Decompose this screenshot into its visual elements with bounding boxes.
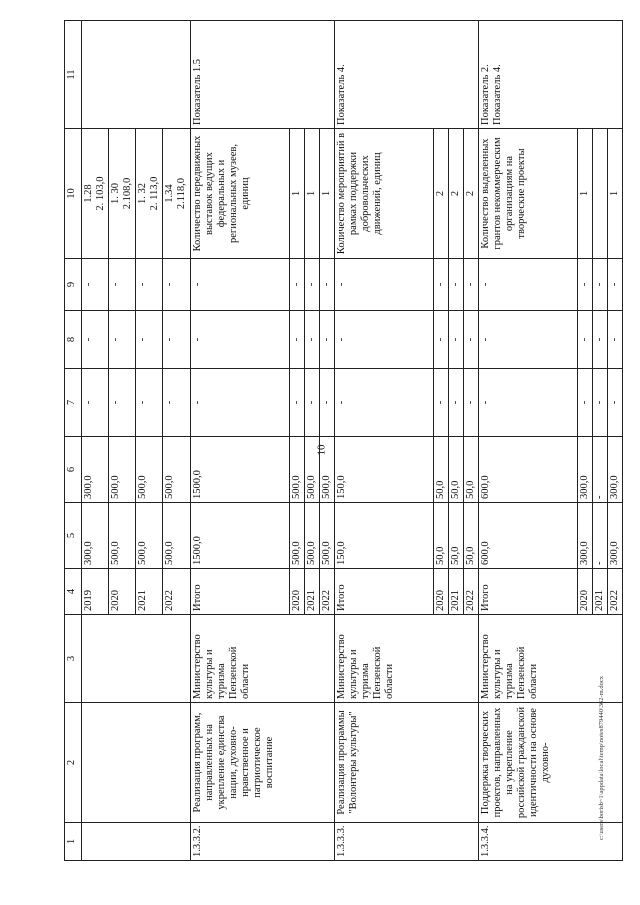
col-header: 5 (65, 503, 82, 569)
value-cell: 300,0 (608, 437, 623, 503)
value-cell: - (433, 259, 448, 311)
note-cell: Показатель 2. Показатель 4. (478, 21, 622, 129)
col-header: 4 (65, 569, 82, 615)
value-cell: 500,0 (289, 503, 304, 569)
value-cell: - (136, 259, 163, 311)
total-label: Итого (478, 569, 577, 615)
value-cell: 500,0 (319, 503, 334, 569)
indicator-value-2: 2.118,0 (176, 177, 188, 210)
col-header: 11 (65, 21, 82, 129)
indicator-value-cell: 1 (577, 129, 592, 259)
indicator-value-cell: 1 (304, 129, 319, 259)
value-cell: - (577, 369, 592, 437)
value-cell: - (592, 369, 607, 437)
value-cell: - (592, 437, 607, 503)
block-total-row (478, 21, 577, 861)
item-name: Поддержка творческих проектов, направленных на укрепление российской гражданской идентичности на основе духовно- (478, 703, 622, 823)
value-cell: - (163, 259, 190, 311)
col-header: 8 (65, 311, 82, 369)
total-value: - (190, 259, 289, 311)
value-cell: - (304, 259, 319, 311)
table-row (82, 21, 109, 861)
indicator-value-2: 2. 103,0 (95, 176, 107, 211)
value-cell: - (109, 311, 136, 369)
total-label: Итого (334, 569, 433, 615)
value-cell: - (448, 311, 463, 369)
value-cell: 50,0 (433, 437, 448, 503)
value-cell: 500,0 (163, 503, 190, 569)
value-cell: - (109, 259, 136, 311)
num-cell (82, 823, 191, 861)
value-cell: 300,0 (82, 503, 109, 569)
value-cell: - (463, 259, 478, 311)
col-header: 2 (65, 703, 82, 823)
item-executor: Министерство культуры и туризма Пензенской области (334, 615, 478, 703)
total-value: - (478, 311, 577, 369)
value-cell: 500,0 (304, 437, 319, 503)
indicator-value-cell: 1 (289, 129, 304, 259)
col-header: 3 (65, 615, 82, 703)
footer-file-path: c:\users\borisb~1\appdata\local\temp\notes879440\362-m.docx (598, 676, 605, 840)
value-cell: - (577, 259, 592, 311)
indicator-value-cell (109, 129, 136, 259)
item-number: 1.3.3.2. (190, 823, 334, 861)
value-cell: - (592, 503, 607, 569)
indicator-value-cell: 2 (448, 129, 463, 259)
total-label: Итого (190, 569, 289, 615)
year-cell: 2020 (433, 569, 448, 615)
value-cell: 500,0 (304, 503, 319, 569)
value-cell: 50,0 (448, 437, 463, 503)
year-cell: 2020 (577, 569, 592, 615)
total-value: - (478, 259, 577, 311)
total-value: 1500,0 (190, 437, 289, 503)
indicator-value-cell: 1 (319, 129, 334, 259)
indicator-name: Количество мероприятий в рамках поддержки добровольческих движений, единиц (334, 129, 433, 259)
note-cell: Показатель 4. (334, 21, 478, 129)
value-cell: - (304, 369, 319, 437)
value-cell: - (136, 311, 163, 369)
value-cell: - (319, 369, 334, 437)
value-cell: - (289, 311, 304, 369)
value-cell: - (304, 311, 319, 369)
indicator-value-cell: 2 (463, 129, 478, 259)
value-cell: - (608, 311, 623, 369)
value-cell: - (163, 369, 190, 437)
total-value: - (334, 369, 433, 437)
total-value: - (334, 311, 433, 369)
note-cell (82, 21, 191, 129)
value-cell: - (82, 369, 109, 437)
col-header: 6 (65, 437, 82, 503)
value-cell: - (433, 369, 448, 437)
year-cell: 2021 (136, 569, 163, 615)
year-cell: 2021 (592, 569, 607, 615)
value-cell: 300,0 (577, 437, 592, 503)
block-total-row (334, 21, 433, 861)
year-cell: 2020 (109, 569, 136, 615)
header-row (65, 21, 82, 861)
total-value: 600,0 (478, 503, 577, 569)
value-cell: 300,0 (608, 503, 623, 569)
year-cell: 2021 (448, 569, 463, 615)
value-cell: - (608, 369, 623, 437)
value-cell: - (289, 259, 304, 311)
total-value: 150,0 (334, 503, 433, 569)
item-executor: Министерство культуры и туризма Пензенской области (190, 615, 334, 703)
indicator-value-1: 1. 30 (110, 183, 122, 204)
indicator-value-1: 1.34 (164, 184, 176, 203)
indicator-value-cell: 1 (608, 129, 623, 259)
value-cell: 50,0 (448, 503, 463, 569)
value-cell: 500,0 (109, 437, 136, 503)
value-cell: - (592, 259, 607, 311)
value-cell: 50,0 (463, 437, 478, 503)
indicator-value-cell (136, 129, 163, 259)
value-cell: 50,0 (463, 503, 478, 569)
year-cell: 2022 (608, 569, 623, 615)
item-name: Реализация программ, направленных на укрепление единства нации, духовно-нравственное и патриотическое воспитание (190, 703, 334, 823)
year-cell: 2019 (82, 569, 109, 615)
total-value: - (334, 259, 433, 311)
total-value: 1500,0 (190, 503, 289, 569)
indicator-value-cell: 2 (433, 129, 448, 259)
item-name: Реализация программы "Волонтеры культуры" (334, 703, 478, 823)
item-number: 1.3.3.4. (478, 823, 622, 861)
col-header: 7 (65, 369, 82, 437)
value-cell: 500,0 (289, 437, 304, 503)
value-cell: - (82, 259, 109, 311)
value-cell: - (577, 311, 592, 369)
col-header: 1 (65, 823, 82, 861)
indicator-name: Количество передвижных выставок ведущих федеральных и региональных музеев, единиц (190, 129, 289, 259)
value-cell: 300,0 (82, 437, 109, 503)
value-cell: 500,0 (136, 503, 163, 569)
total-value: 150,0 (334, 437, 433, 503)
value-cell: - (82, 311, 109, 369)
value-cell: - (448, 259, 463, 311)
year-cell: 2022 (463, 569, 478, 615)
value-cell: - (319, 311, 334, 369)
value-cell: - (463, 369, 478, 437)
value-cell: 500,0 (109, 503, 136, 569)
value-cell: - (289, 369, 304, 437)
table-body (65, 21, 623, 861)
executor-cell (82, 615, 191, 703)
indicator-value-2: 2.108,0 (122, 177, 134, 210)
indicator-value-cell (163, 129, 190, 259)
indicator-name: Количество выделенных грантов некоммерческим организациям на творческие проекты (478, 129, 577, 259)
indicator-value-cell (82, 129, 109, 259)
col-header: 10 (65, 129, 82, 259)
indicator-value-2: 2. 113,0 (149, 176, 161, 211)
note-cell: Показатель 1.5 (190, 21, 334, 129)
value-cell: - (109, 369, 136, 437)
value-cell: 50,0 (433, 503, 448, 569)
value-cell: - (319, 259, 334, 311)
indicator-value-cell (592, 129, 607, 259)
value-cell: 500,0 (163, 437, 190, 503)
value-cell: - (608, 259, 623, 311)
value-cell: - (592, 311, 607, 369)
value-cell: - (448, 369, 463, 437)
value-cell: - (163, 311, 190, 369)
indicator-value-1: 1. 32 (137, 183, 149, 204)
col-header: 9 (65, 259, 82, 311)
name-cell (82, 703, 191, 823)
year-cell: 2022 (319, 569, 334, 615)
block-total-row (190, 21, 289, 861)
indicator-value-1: 1.28 (83, 184, 94, 203)
value-cell: 500,0 (319, 437, 334, 503)
value-cell: - (136, 369, 163, 437)
year-cell: 2020 (289, 569, 304, 615)
value-cell: 500,0 (136, 437, 163, 503)
program-table (64, 20, 623, 861)
total-value: - (190, 311, 289, 369)
total-value: 600,0 (478, 437, 577, 503)
item-number: 1.3.3.3. (334, 823, 478, 861)
value-cell: 300,0 (577, 503, 592, 569)
total-value: - (190, 369, 289, 437)
item-executor: Министерство культуры и туризма Пензенской области (478, 615, 622, 703)
page-number: 10 (315, 444, 328, 456)
value-cell: - (433, 311, 448, 369)
year-cell: 2021 (304, 569, 319, 615)
total-value: - (478, 369, 577, 437)
value-cell: - (463, 311, 478, 369)
year-cell: 2022 (163, 569, 190, 615)
